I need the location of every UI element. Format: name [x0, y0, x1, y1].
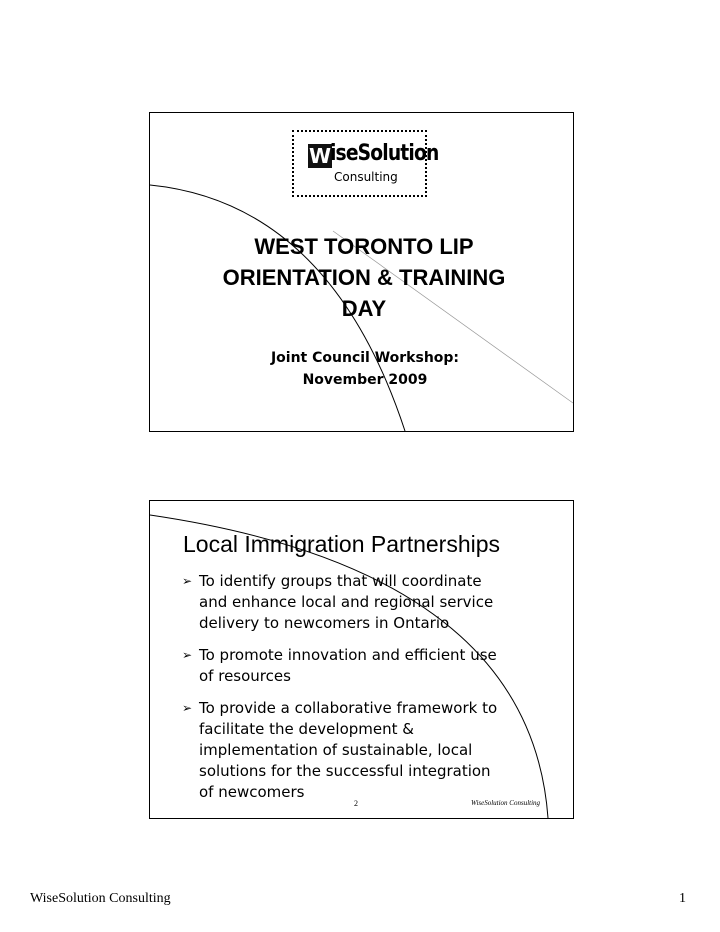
logo-w-mark: W — [308, 144, 332, 168]
bullet-line: facilitate the development & — [199, 720, 414, 738]
arrow-bullet-icon: ➢ — [182, 648, 193, 662]
bullet-line: To provide a collaborative framework to — [199, 699, 498, 717]
logo-subtitle: Consulting — [334, 170, 398, 184]
bullet-line: and enhance local and regional service — [199, 593, 494, 611]
bullet-line: of newcomers — [199, 783, 305, 801]
bullet-line: To identify groups that will coordinate — [199, 572, 482, 590]
arrow-bullet-icon: ➢ — [182, 701, 193, 715]
bullet-line: solutions for the successful integration — [199, 762, 491, 780]
slide-1-subtitle — [220, 347, 510, 391]
slide-2 — [149, 500, 574, 819]
page-footer-company: WiseSolution Consulting — [30, 891, 171, 906]
slide-footer: WiseSolution Consulting — [471, 799, 541, 807]
arrow-bullet-icon: ➢ — [182, 574, 193, 588]
list-item — [182, 571, 542, 634]
slide-2-title: Local Immigration Partnerships — [183, 531, 501, 557]
subtitle-line: November 2009 — [302, 372, 428, 388]
logo-name: iseSolution — [330, 141, 439, 166]
title-line: ORIENTATION & TRAINING — [222, 265, 506, 290]
slide-1-title — [194, 231, 534, 324]
bullet-line: To promote innovation and efficient use — [199, 646, 497, 664]
bullet-list — [182, 571, 542, 814]
slide-1 — [149, 112, 574, 432]
list-item — [182, 645, 542, 687]
title-line: WEST TORONTO LIP — [254, 234, 474, 259]
bullet-line: implementation of sustainable, local — [199, 741, 473, 759]
page-number: 1 — [679, 891, 686, 906]
slide-page-number: 2 — [354, 799, 358, 808]
list-item — [182, 698, 542, 803]
title-line: DAY — [341, 296, 387, 321]
bullet-line: of resources — [199, 667, 291, 685]
wisesolution-logo — [292, 130, 439, 197]
bullet-line: delivery to newcomers in Ontario — [199, 614, 450, 632]
subtitle-line: Joint Council Workshop: — [270, 350, 460, 366]
